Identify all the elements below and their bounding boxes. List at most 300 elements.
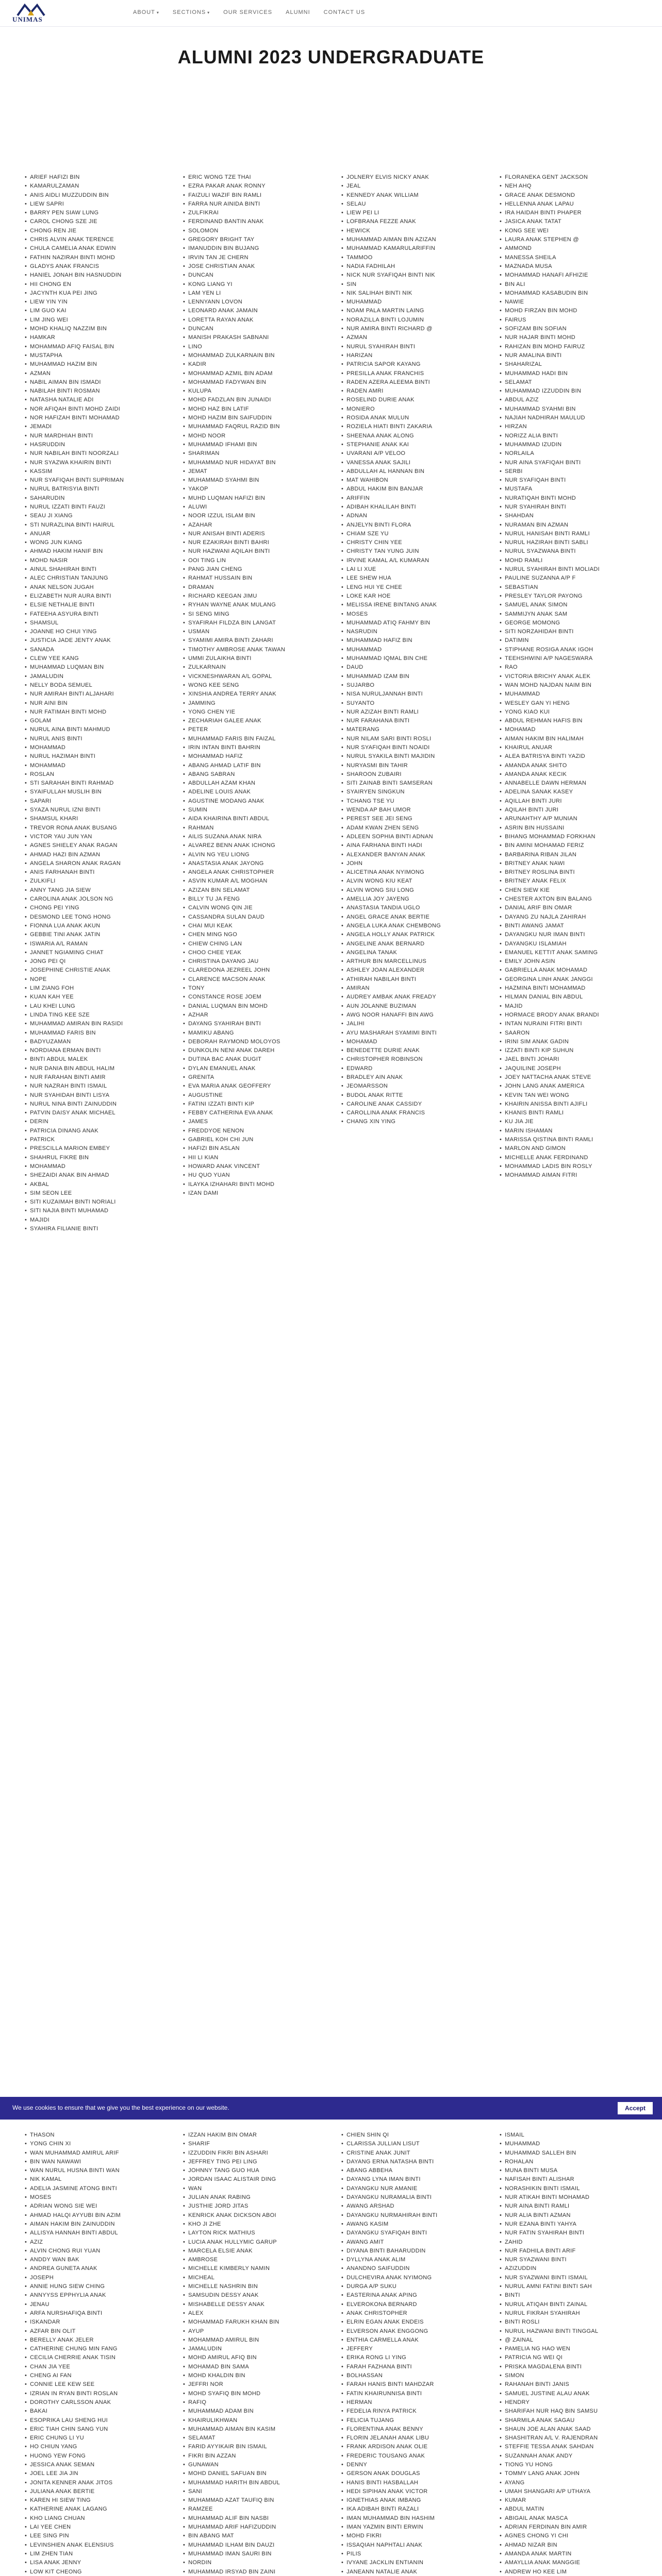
alumni-name-item: • ABDULLAH AL HANNAN BIN <box>341 467 479 476</box>
alumni-name-item: • NUR EZAKIRAH BINTI BAHRI <box>183 538 321 547</box>
alumni-name-item: • BERELLY ANAK JELER <box>25 2336 162 2345</box>
alumni-name-item: • NUR FARAHANA BINTI <box>341 717 479 725</box>
alumni-name-item: • DAYANG LYNA IMAN BINTI <box>341 2175 479 2184</box>
alumni-name-item: • YONG KIAO KUI <box>500 708 637 717</box>
alumni-name-item: • JULIANA ANAK BERTIE <box>25 2487 162 2496</box>
alumni-name-item: • NURUL HAZIMAH BINTI <box>25 752 162 761</box>
alumni-name-item: • MOHD HAZ BIN LATIF <box>183 405 321 414</box>
alumni-name-item: • NOAM PALA MARTIN LAING <box>341 307 479 315</box>
alumni-name-item: • MARCELA ELSIE ANAK <box>183 2247 321 2256</box>
alumni-name-item: • GRACE ANAK DESMOND <box>500 191 637 200</box>
alumni-name-item: • RAHANAH BINTI JANIS <box>500 2380 637 2389</box>
alumni-name-item: • SAPARI <box>25 797 162 806</box>
alumni-name-item: • JUSTHIE JORD JITAS <box>183 2202 321 2211</box>
alumni-name-item: • ANGELINA TANAK <box>341 948 479 957</box>
nav-item-about[interactable]: ABOUT ▾ <box>133 9 159 15</box>
alumni-name-item: • MOHAMMAD <box>25 743 162 752</box>
alumni-name-item: • ABIGAIL ANAK MASCA <box>500 2514 637 2523</box>
alumni-name-item: • MOHAMMAD FADYWAN BIN <box>183 378 321 387</box>
alumni-name-item: • RAHMAT HUSSAIN BIN <box>183 574 321 583</box>
alumni-name-item: • NUR AMIRA BINTI RICHARD @ <box>341 325 479 333</box>
alumni-name-item: • HENDRY <box>500 2398 637 2407</box>
alumni-name-item: • CALVIN WONG QIN JIE <box>183 904 321 912</box>
alumni-name-item: • NURUL FIKRAH SYAHIRAH <box>500 2309 637 2318</box>
alumni-name-item: • AGNES CHONG YI CHI <box>500 2532 637 2540</box>
alumni-name-item: • LEE SING PIN <box>25 2532 162 2540</box>
name-column <box>183 173 321 1233</box>
alumni-name-item: • KULUPA <box>183 387 321 396</box>
alumni-name-item: • CHAI MUI KEAK <box>183 922 321 930</box>
alumni-name-item: • JOANNE HO CHUI YING <box>25 628 162 636</box>
alumni-name-item: • MOHD AMIRUL AFIQ BIN <box>183 2353 321 2362</box>
alumni-name-item: • SERBI <box>500 467 637 476</box>
alumni-name-item: • SUZANNAH ANAK ANDY <box>500 2452 637 2461</box>
alumni-name-item: • BIN ALI <box>500 280 637 289</box>
alumni-name-item: • MOHAMMAD <box>25 761 162 770</box>
alumni-name-item: • CRISTINE ANAK JUNIT <box>341 2149 479 2158</box>
alumni-name-item: • TEEHSHWINI A/P NAGESWARA <box>500 654 637 663</box>
alumni-name-item: • JEFFERY <box>341 2345 479 2353</box>
alumni-name-item: • IZRIAN IN RYAN BINTI ROSLAN <box>25 2389 162 2398</box>
alumni-name-item: • AZIZAN BIN SELAMAT <box>183 886 321 895</box>
alumni-name-item: • GEBBIE TINI ANAK JATIN <box>25 930 162 939</box>
alumni-name-item: • MELISSA IRENE BINTANG ANAK <box>341 601 479 609</box>
alumni-name-item: • NASRUDIN <box>341 628 479 636</box>
alumni-name-item: • YAKOP <box>183 485 321 494</box>
alumni-name-item: • NURUL SYAZWANA BINTI <box>500 547 637 556</box>
alumni-name-item: • PATRICIA DINANG ANAK <box>25 1127 162 1136</box>
alumni-name-item: • ALEXANDER BANYAN ANAK <box>341 851 479 859</box>
alumni-name-item: • LIEW SAPRI <box>25 200 162 209</box>
alumni-name-item: • MANISH PRAKASH SABNANI <box>183 333 321 342</box>
alumni-name-item: • HILMAN DANIAL BIN ABDUL <box>500 993 637 1002</box>
alumni-name-item: • CAROLINE ANAK CASSIDY <box>341 1100 479 1109</box>
alumni-name-item: • LAU KHEI LUNG <box>25 1002 162 1011</box>
alumni-name-item: • VICKNESHWARAN A/L GOPAL <box>183 672 321 681</box>
alumni-name-item: • GERSON ANAK DOUGLAS <box>341 2469 479 2478</box>
alumni-name-item: • IRVIN TAN JE CHERN <box>183 253 321 262</box>
alumni-name-item: • HII LI KIAN <box>183 1154 321 1162</box>
alumni-name-item: • SYAFIRAH FILDZA BIN LANGAT <box>183 619 321 628</box>
alumni-name-item: • CLARENCE MACSON ANAK <box>183 975 321 984</box>
alumni-name-item: • DRAMAN <box>183 583 321 592</box>
alumni-name-item: • IGNETHIAS ANAK IMBANG <box>341 2496 479 2505</box>
alumni-name-item: • ABDULLAH AZAM KHAN <box>183 779 321 788</box>
alumni-name-item: • JOHNNY TANG GUO HUA <box>183 2166 321 2175</box>
alumni-name-item: • SEBASTIAN <box>500 583 637 592</box>
alumni-name-item: • AMMOND <box>500 244 637 253</box>
alumni-name-item: • FERDINAND BANTIN ANAK <box>183 217 321 226</box>
alumni-name-item: • SIMON <box>500 2371 637 2380</box>
alumni-name-item: • JOSEPHINE CHRISTIE ANAK <box>25 966 162 975</box>
alumni-name-item: • MUHAMMAD FAQRUL RAZID BIN <box>183 422 321 431</box>
alumni-name-item: • TREVOR RONA ANAK BUSANG <box>25 824 162 833</box>
alumni-name-item: • STI NURAZLINA BINTI HAIRUL <box>25 521 162 530</box>
alumni-name-item: • ELVERSON ANAK ENGGONG <box>341 2327 479 2336</box>
alumni-name-item: • ALEC CHRISTIAN TANJUNG <box>25 574 162 583</box>
alumni-name-item: • MUHAMMAD LUQMAN BIN <box>25 663 162 672</box>
alumni-name-item: • FLORIN JELANAH ANAK LIBU <box>341 2434 479 2443</box>
alumni-name-item: • ADELINE LOUIS ANAK <box>183 788 321 796</box>
alumni-name-item: • PRESLEY TAYLOR PAYONG <box>500 592 637 601</box>
site-logo[interactable] <box>12 3 69 24</box>
alumni-name-item: • NADIA FADHILAH <box>341 262 479 271</box>
alumni-name-item: • ALUWI <box>183 503 321 512</box>
alumni-name-item: • MOHAMMAD ZULKARNAIN BIN <box>183 351 321 360</box>
alumni-name-item: • ENTHIA CARMELLA ANAK <box>341 2336 479 2345</box>
alumni-name-item: • ZAHID <box>500 2238 637 2247</box>
alumni-name-item: • MUHAMMAD AIMAN BIN AZIZAN <box>341 235 479 244</box>
alumni-name-item: • FLORANEKA GENT JACKSON <box>500 173 637 182</box>
alumni-name-item: • MUHAMMAD IZAM BIN <box>341 672 479 681</box>
alumni-name-item: • ALVIN NG YEU LIONG <box>183 851 321 859</box>
nav-item-alumni[interactable]: ALUMNI <box>286 9 310 15</box>
alumni-name-item: • IMANUDDIN BIN BUJANG <box>183 244 321 253</box>
alumni-name-item: • PATRICK <box>25 1136 162 1144</box>
alumni-name-item: • CHEN SIEW KIE <box>500 886 637 895</box>
alumni-name-item: • FARAH FAZHANA BINTI <box>341 2363 479 2371</box>
alumni-name-item: • AYU MASHARAH SYAMIMI BINTI <box>341 1029 479 1038</box>
alumni-name-item: • NURUL SYAKILA BINTI MAJIDIN <box>341 752 479 761</box>
nav-item-our-services[interactable]: OUR SERVICES <box>223 9 273 15</box>
alumni-name-item: • PAULINE SUZANNA A/P F <box>500 574 637 583</box>
alumni-name-item: • ROZIELA HIATI BINTI ZAKARIA <box>341 422 479 431</box>
alumni-name-item: • TCHANG TSE YU <box>341 797 479 806</box>
alumni-name-item: • MUHAMMAD KAMARULARIFFIN <box>341 244 479 253</box>
alumni-name-item: • ARIEF HAFIZI BIN <box>25 173 162 182</box>
alumni-name-item: • NUR HAZWANI AQILAH BINTI <box>183 547 321 556</box>
alumni-name-item: • SHASHITRAN A/L V. RAJENDRAN <box>500 2434 637 2443</box>
alumni-name-item: • TONY <box>183 984 321 993</box>
alumni-name-item: • LORETTA RAYAN ANAK <box>183 316 321 325</box>
alumni-name-item: • MOHD FIRZAN BIN MOHD <box>500 307 637 315</box>
alumni-name-item: • ROSLAN <box>25 770 162 779</box>
alumni-name-item: • EVA MARIA ANAK GEOFFERY <box>183 1082 321 1091</box>
alumni-name-item: • LOW KIT CHEONG <box>25 2568 162 2576</box>
alumni-name-item: • ABDUL AZIZ <box>500 396 637 404</box>
alumni-name-item: • NUR AMALINA BINTI <box>500 351 637 360</box>
alumni-name-item: • DIYANA BINTI BAHARUDDIN <box>341 2247 479 2256</box>
alumni-name-item: • DANIAL ARIF BIN OMAR <box>500 904 637 912</box>
alumni-name-item: • SHAMSUL KHARI <box>25 815 162 823</box>
alumni-name-item: • HAFIZI BIN ASLAN <box>183 1144 321 1153</box>
alumni-name-item: • SUMIN <box>183 806 321 815</box>
alumni-name-item: • KHO JI ZHE <box>183 2220 321 2229</box>
alumni-name-item: • CHANG XIN YING <box>341 1117 479 1126</box>
alumni-name-item: • INTAN NURAINI FITRI BINTI <box>500 1020 637 1028</box>
alumni-name-item: • LIM ZIANG FOH <box>25 984 162 993</box>
alumni-name-item: • CHIAM SZE YU <box>341 530 479 538</box>
name-column <box>500 173 637 1233</box>
alumni-name-item: • GREGORY BRIGHT TAY <box>183 235 321 244</box>
alumni-name-item: • MICHELLE NASHRIN BIN <box>183 2282 321 2291</box>
alumni-name-item: • FIONNA LUA ANAK AKUN <box>25 922 162 930</box>
alumni-name-item: • LINDA TING KEE SZE <box>25 1011 162 1020</box>
alumni-name-item: • IZZUDDIN FIKRI BIN ASHARI <box>183 2149 321 2158</box>
alumni-name-item: • AUGUSTINE <box>183 1091 321 1100</box>
alumni-name-item: • NURUL HAZWANI BINTI TINGGAL <box>500 2327 637 2336</box>
alumni-name-item: • XINSHIA ANDREA TERRY ANAK <box>183 690 321 699</box>
alumni-name-item: • IRINI SIM ANAK GADIN <box>500 1038 637 1046</box>
alumni-name-item: • ERIKA RONG LI YING <box>341 2353 479 2362</box>
alumni-name-item: • MOHD DANIEL SAFUAN BIN <box>183 2469 321 2478</box>
alumni-name-item: • BADYUZAMAN <box>25 1038 162 1046</box>
alumni-name-item: • AMANDA ANAK SHITO <box>500 761 637 770</box>
alumni-name-item: • SOFIZAM BIN SOFIAN <box>500 325 637 333</box>
alumni-name-item: • CHRISTINA DAYANG JAU <box>183 957 321 966</box>
alumni-name-item: • ADELINA SANAK KASEY <box>500 788 637 796</box>
alumni-name-item: • KADIR <box>183 360 321 369</box>
alumni-name-item: • JALIHI <box>341 1020 479 1028</box>
alumni-name-item: • NUR AZIZAH BINTI RAMLI <box>341 708 479 717</box>
alumni-name-item: • ISSAQIAH NAPHTALI ANAK <box>341 2541 479 2550</box>
alumni-name-item: • NURYASMI BIN TAHIR <box>341 761 479 770</box>
alumni-name-item: • ANDREA GUNETA ANAK <box>25 2264 162 2273</box>
cookie-banner <box>0 2097 662 2120</box>
alumni-name-item: • CHRIS ALVIN ANAK TERENCE <box>25 235 162 244</box>
alumni-name-item: • NIK KAMAL <box>25 2175 162 2184</box>
alumni-name-item: • ASVIN KUMAR A/L MOGHAN <box>183 877 321 886</box>
alumni-name-item: • SHARIF <box>183 2140 321 2148</box>
alumni-name-item: • DAUD <box>341 663 479 672</box>
alumni-name-item: • BINTI ABDUL MALEK <box>25 1055 162 1064</box>
alumni-name-item: • ALLISYA HANNAH BINTI ABDUL <box>25 2229 162 2238</box>
alumni-name-item: • ABDUL HAKIM BIN BANJAR <box>341 485 479 494</box>
alumni-name-list-top <box>25 173 637 1233</box>
alumni-name-item: • NUR SYAFIQAH BINTI NOAIDI <box>341 743 479 752</box>
alumni-name-item: • NORDIN <box>183 2558 321 2567</box>
alumni-name-item: • MOHD HAZIM BIN SAIFUDDIN <box>183 414 321 422</box>
alumni-name-item: • SITI KUZAIMAH BINTI NORIALI <box>25 1198 162 1207</box>
alumni-name-item: • MARIN ISHAMAN <box>500 1127 637 1136</box>
alumni-name-item: • KAMARULZAMAN <box>25 182 162 191</box>
alumni-name-item: • NOPE <box>25 975 162 984</box>
alumni-name-item: • BINTI ROSLI <box>500 2318 637 2327</box>
alumni-name-item: • ELSIE NETHALIE BINTI <box>25 601 162 609</box>
alumni-name-item: • NIK SALIHAH BINTI NIK <box>341 289 479 298</box>
alumni-name-item: • NUR ALIA BINTI AZMAN <box>500 2211 637 2220</box>
alumni-name-item: • LIM GUO KAI <box>25 307 162 315</box>
alumni-name-item: • LAI LI XUE <box>341 565 479 574</box>
alumni-name-item: • WENDA AP BAH UMOR <box>341 806 479 815</box>
alumni-name-item: • KENRICK ANAK DICKSON ABOI <box>183 2211 321 2220</box>
alumni-name-item: • SANADA <box>25 646 162 654</box>
alumni-name-item: • JEOMARSSON <box>341 1082 479 1091</box>
alumni-name-item: • PEREST SEE JEI SENG <box>341 815 479 823</box>
alumni-name-item: • JEMAT <box>183 467 321 476</box>
alumni-name-item: • AYANG <box>500 2479 637 2487</box>
alumni-name-item: • AWG NOOR HANAFFI BIN AWG <box>341 1011 479 1020</box>
alumni-name-item: • CHAN JIA YEE <box>25 2363 162 2371</box>
alumni-name-item: • LINO <box>183 343 321 351</box>
alumni-name-item: • MUHAMMAD <box>500 690 637 699</box>
name-column <box>500 2131 637 2576</box>
alumni-name-item: • ANGELINE ANAK BERNARD <box>341 940 479 948</box>
alumni-name-item: • PETER <box>183 725 321 734</box>
alumni-name-item: • VANESSA ANAK SAJILI <box>341 459 479 467</box>
alumni-name-item: • LEE SHEW HUA <box>341 574 479 583</box>
alumni-name-item: • JOHN <box>341 859 479 868</box>
alumni-name-item: • AGNES SHIELEY ANAK RAGAN <box>25 841 162 850</box>
alumni-name-item: • JASICA ANAK TATAT <box>500 217 637 226</box>
alumni-name-item: • MICHELLE KIMBERLY NAMIN <box>183 2264 321 2273</box>
alumni-name-item: • KATHERINE ANAK LAGANG <box>25 2505 162 2514</box>
alumni-name-item: • EDWARD <box>341 1064 479 1073</box>
alumni-name-item: • MOHAMAD BIN SAMA <box>183 2363 321 2371</box>
alumni-name-item: • YONG CHEN YIE <box>183 708 321 717</box>
alumni-name-item: • LOFBRANA FEZZE ANAK <box>341 217 479 226</box>
alumni-name-item: • ALEA BATRISYA BINTI YAZID <box>500 752 637 761</box>
alumni-name-item: • DAYANG ZU NAJLA ZAHIRAH <box>500 913 637 922</box>
alumni-name-item: • MOHAMAD <box>341 1038 479 1046</box>
alumni-name-item: • DAYANGKU ISLAMIAH <box>500 940 637 948</box>
alumni-name-item: • BRITNEY ANAK FELIX <box>500 877 637 886</box>
alumni-name-item: • NUR NABILAH BINTI NOORZALI <box>25 449 162 458</box>
alumni-name-item: • CLARISSA JULLIAN LISUT <box>341 2140 479 2148</box>
alumni-name-item: • KAREN HI SIEW TING <box>25 2496 162 2505</box>
alumni-name-item: • MUHAMMAD HADI BIN <box>500 369 637 378</box>
alumni-name-item: • NOR HAFIZAH BINTI MOHAMAD <box>25 414 162 422</box>
alumni-name-item: • ABANG SABRAN <box>183 770 321 779</box>
alumni-name-item: • ADIBAH KHALILAH BINTI <box>341 503 479 512</box>
alumni-name-item: • ERIC WONG TZE THAI <box>183 173 321 182</box>
nav-item-contact-us[interactable]: CONTACT US <box>323 9 366 15</box>
alumni-name-item: • PANG JIAN CHENG <box>183 565 321 574</box>
alumni-name-item: • SITI NAJIA BINTI MUHAMAD <box>25 1207 162 1215</box>
alumni-name-item: • BIN ABANG MAT <box>183 2532 321 2540</box>
alumni-name-item: • MAJIDI <box>25 1216 162 1225</box>
alumni-name-item: • CONSTANCE ROSE JOEM <box>183 993 321 1002</box>
alumni-name-item: • MAJID <box>500 1002 637 1011</box>
alumni-name-item: • LUCIA ANAK HULLYMIC GARUP <box>183 2238 321 2247</box>
alumni-name-item: • ARIFFIN <box>341 494 479 503</box>
alumni-name-item: • USMAN <box>183 628 321 636</box>
alumni-name-item: • PATVIN DAISY ANAK MICHAEL <box>25 1109 162 1117</box>
alumni-name-item: • LIEW YIN YIN <box>25 298 162 307</box>
alumni-name-item: • ANDREW HO KEE LIM <box>500 2568 637 2576</box>
alumni-name-item: • JAEL BINTI JOHARI <box>500 1055 637 1064</box>
alumni-name-item: • NEH AHQ <box>500 182 637 191</box>
alumni-name-item: • AGUSTINE MODANG ANAK <box>183 797 321 806</box>
alumni-name-item: • CECILIA CHERRIE ANAK TISIN <box>25 2353 162 2362</box>
alumni-name-item: • AMANDA ANAK KECIK <box>500 770 637 779</box>
alumni-name-item: • AMANDA ANAK MARTIN <box>500 2550 637 2558</box>
alumni-name-item: • NURUL IZZATI BINTI FAUZI <box>25 503 162 512</box>
alumni-name-item: • MUHAMMAD FARIS BIN <box>25 1029 162 1038</box>
alumni-name-item: • SOLOMON <box>183 227 321 235</box>
alumni-name-item: • JAMALUDIN <box>183 2345 321 2353</box>
alumni-name-item: • MUHAMMAD <box>341 298 479 307</box>
alumni-name-item: • NUR FATIMAH BINTI MOHD <box>25 708 162 717</box>
alumni-name-item: • ANNYYSS EPPHYLIA ANAK <box>25 2291 162 2300</box>
alumni-name-item: • RAMZEE <box>183 2505 321 2514</box>
alumni-name-item: • MOHAMMAD LADIS BIN ROSLY <box>500 1162 637 1171</box>
alumni-name-item: • ANNIE HUNG SIEW CHING <box>25 2282 162 2291</box>
alumni-name-item: • VICTORIA BRICHY ANAK ALEK <box>500 672 637 681</box>
alumni-name-item: • MOHD FADZLAN BIN JUNAIDI <box>183 396 321 404</box>
alumni-name-item: • ARFA NURSHAFIQA BINTI <box>25 2309 162 2318</box>
alumni-name-item: • MUHAMMAD NUR HIDAYAT BIN <box>183 459 321 467</box>
alumni-name-item: • IMAN YAZMIN BINTI ERWIN <box>341 2523 479 2532</box>
alumni-name-item: • AUDREY AMBAK ANAK FREADY <box>341 993 479 1002</box>
logo-text: UNIMAS <box>12 15 43 23</box>
alumni-name-item: • BARRY PEN SIAW LUNG <box>25 209 162 217</box>
alumni-name-item: • HOWARD ANAK VINCENT <box>183 1162 321 1171</box>
alumni-name-item: • MUHAMMAD <box>500 2140 637 2148</box>
alumni-name-item: • KEVIN TAN WEI WONG <box>500 1091 637 1100</box>
alumni-name-item: • FARRA NUR AINIDA BINTI <box>183 200 321 209</box>
nav-item-sections[interactable]: SECTIONS ▾ <box>172 9 210 15</box>
alumni-name-item: • JEMADI <box>25 422 162 431</box>
alumni-name-item: • MOHAMMAD HAFIZ <box>183 752 321 761</box>
alumni-name-item: • HAZMINA BINTI MOHAMMAD <box>500 984 637 993</box>
alumni-name-item: • MUHAMMAD AZAT TAUFIQ BIN <box>183 2496 321 2505</box>
alumni-name-item: • JOHN LANG ANAK AMERICA <box>500 1082 637 1091</box>
alumni-name-item: • KASSIM <box>25 467 162 476</box>
alumni-name-item: • NUR SYAFIQAH BINTI <box>500 476 637 485</box>
alumni-name-item: • PRESILLA ANAK FRANCHIS <box>341 369 479 378</box>
alumni-name-item: • LENG HUI YE CHEE <box>341 583 479 592</box>
alumni-name-item: • DENNY <box>341 2461 479 2469</box>
alumni-name-item: • HORMACE BRODY ANAK BRANDI <box>500 1011 637 1020</box>
alumni-name-item: • MOHD FIKRI <box>341 2532 479 2540</box>
alumni-name-item: • RAHIZAN BIN MOHD FAIRUZ <box>500 343 637 351</box>
alumni-name-item: • CHIEN SHIN QI <box>341 2131 479 2140</box>
alumni-name-item: • MUHAMMAD HARITH BIN ABDUL <box>183 2479 321 2487</box>
alumni-name-item: • FEBBY CATHERINA EVA ANAK <box>183 1109 321 1117</box>
alumni-name-item: • HO CHIUN YANG <box>25 2443 162 2451</box>
alumni-name-item: • ROHALAN <box>500 2158 637 2166</box>
alumni-name-item: • NURUL SYAHIRAH BINTI MOLIADI <box>500 565 637 574</box>
alumni-name-item: • FEDELIA RINYA PATRICK <box>341 2407 479 2416</box>
alumni-name-item: • CASSANDRA SULAN DAUD <box>183 913 321 922</box>
alumni-name-item: • ADNAN <box>341 512 479 520</box>
accept-cookies-button[interactable]: Accept <box>618 2102 653 2114</box>
alumni-name-item: • PRESCILLA MARION EMBEY <box>25 1144 162 1153</box>
alumni-name-item: • ANIS FARHANAH BINTI <box>25 868 162 877</box>
alumni-name-item: • SYAZA NURUL IZNI BINTI <box>25 806 162 815</box>
alumni-name-item: • PATRICIA NG WEI QI <box>500 2353 637 2362</box>
alumni-name-item: • NELLY BODA SEMUEL <box>25 681 162 690</box>
alumni-name-item: • GABRIELLA ANAK MOHAMAD <box>500 966 637 975</box>
alumni-name-item: • CAROL CHONG SZE JIE <box>25 217 162 226</box>
alumni-name-item: • NUR FATIN SYAHIRAH BINTI <box>500 2229 637 2238</box>
alumni-name-item: • AWANG KASIM <box>341 2220 479 2229</box>
alumni-name-item: • AMELLIA JOY JAYENG <box>341 895 479 904</box>
alumni-name-item: • OOI TING LIN <box>183 556 321 565</box>
alumni-name-item: • HII CHONG EN <box>25 280 162 289</box>
alumni-name-item: • JANEANN NATALIE ANAK <box>341 2568 479 2576</box>
alumni-name-item: • IRA HAIDAH BINTI PHAPER <box>500 209 637 217</box>
alumni-name-item: • ALICETINA ANAK NYIMONG <box>341 868 479 877</box>
alumni-name-item: • LEVINSHIEN ANAK ELENSIUS <box>25 2541 162 2550</box>
alumni-name-item: • AINA FARHANA BINTI HADI <box>341 841 479 850</box>
alumni-name-item: • BINTI <box>500 2291 637 2300</box>
alumni-name-item: • ANASTASIA ANAK JAYONG <box>183 859 321 868</box>
alumni-name-item: • MOHAMMAD FARUKH KHAN BIN <box>183 2318 321 2327</box>
alumni-name-item: • DYLAN EMANUEL ANAK <box>183 1064 321 1073</box>
alumni-name-item: • BARBARINA RIBAN JILAN <box>500 851 637 859</box>
alumni-name-item: • UMMI ZULAIKHA BINTI <box>183 654 321 663</box>
alumni-name-item: • ADELIA JASMINE ATONG BINTI <box>25 2184 162 2193</box>
alumni-name-item: • NUR AINA SYAFIQAH BINTI <box>500 459 637 467</box>
alumni-name-item: • BAKAI <box>25 2407 162 2416</box>
alumni-name-item: • SANI <box>183 2487 321 2496</box>
alumni-name-item: • IZZATI BINTI KIP SUHUN <box>500 1046 637 1055</box>
alumni-name-item: • JOSEPH <box>25 2274 162 2282</box>
alumni-name-item: • PRISKA MAGDALENA BINTI <box>500 2363 637 2371</box>
alumni-name-item: • LIM ZHEN TIAN <box>25 2550 162 2558</box>
